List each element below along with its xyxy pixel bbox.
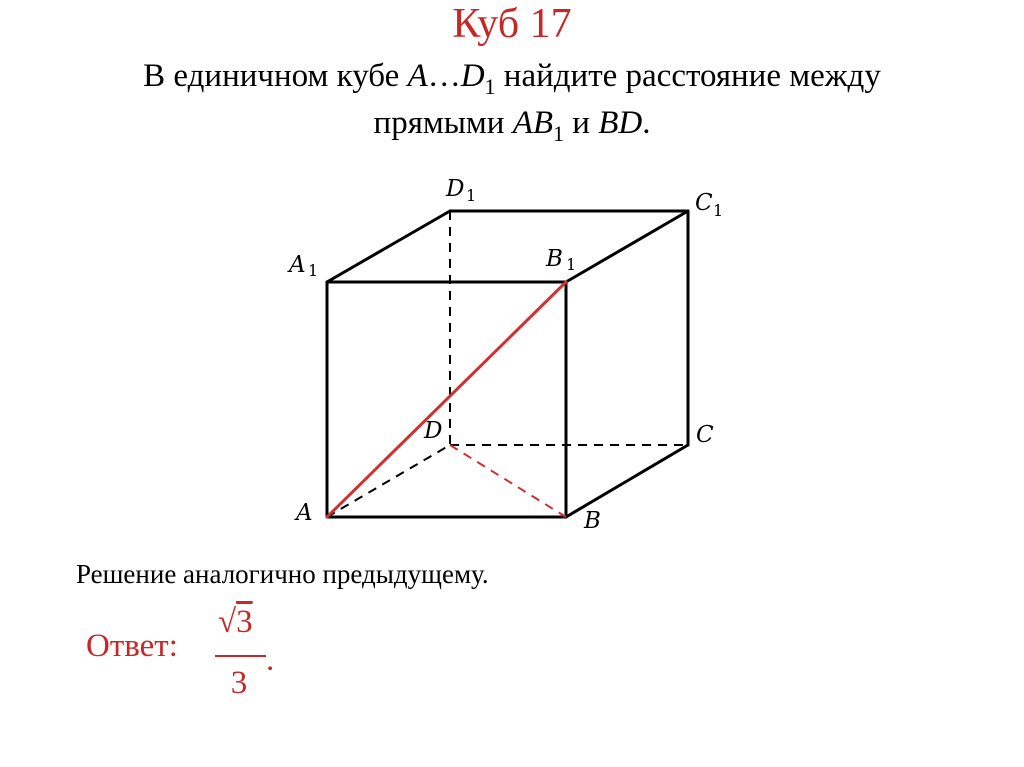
line-ab1: AB xyxy=(512,105,554,141)
vertex-label-c1: C xyxy=(695,190,713,216)
vertex-label-b1: B xyxy=(546,246,563,272)
line-bd: BD xyxy=(598,105,643,141)
conjunction: и xyxy=(564,105,599,141)
answer-end-dot: . xyxy=(266,642,275,678)
subscript-b1: 1 xyxy=(566,255,577,274)
task-text: найдите расстояние между xyxy=(495,58,881,94)
vertex-label-a: A xyxy=(296,500,313,526)
subscript-a1: 1 xyxy=(308,261,319,280)
vertex-label-a1: A xyxy=(289,252,306,278)
subscript-d1: 1 xyxy=(466,186,477,205)
ellipsis: … xyxy=(427,58,461,94)
cube-vertex-to: D xyxy=(460,58,485,94)
answer-label: Ответ: xyxy=(86,628,178,664)
task-text: прямыми xyxy=(373,105,513,141)
slide-title: Куб 17 xyxy=(452,1,572,47)
cube-vertex-to-subscript: 1 xyxy=(484,74,496,99)
vertex-label-c: C xyxy=(696,422,714,448)
vertex-label-d1: D xyxy=(446,176,465,202)
answer-denominator: 3 xyxy=(230,665,248,701)
sqrt-radicand: 3 xyxy=(236,604,253,640)
sqrt-sign: √ xyxy=(218,604,237,640)
subscript-c1: 1 xyxy=(713,201,724,220)
solution-note: Решение аналогично предыдущему. xyxy=(76,559,489,589)
line-ab1-subscript: 1 xyxy=(553,121,565,146)
vertex-label-b: B xyxy=(584,508,601,534)
task-end-dot: . xyxy=(642,105,651,141)
vertex-label-d: D xyxy=(424,418,443,444)
task-text: В единичном кубе xyxy=(143,58,408,94)
cube-vertex-from: A xyxy=(407,58,428,94)
